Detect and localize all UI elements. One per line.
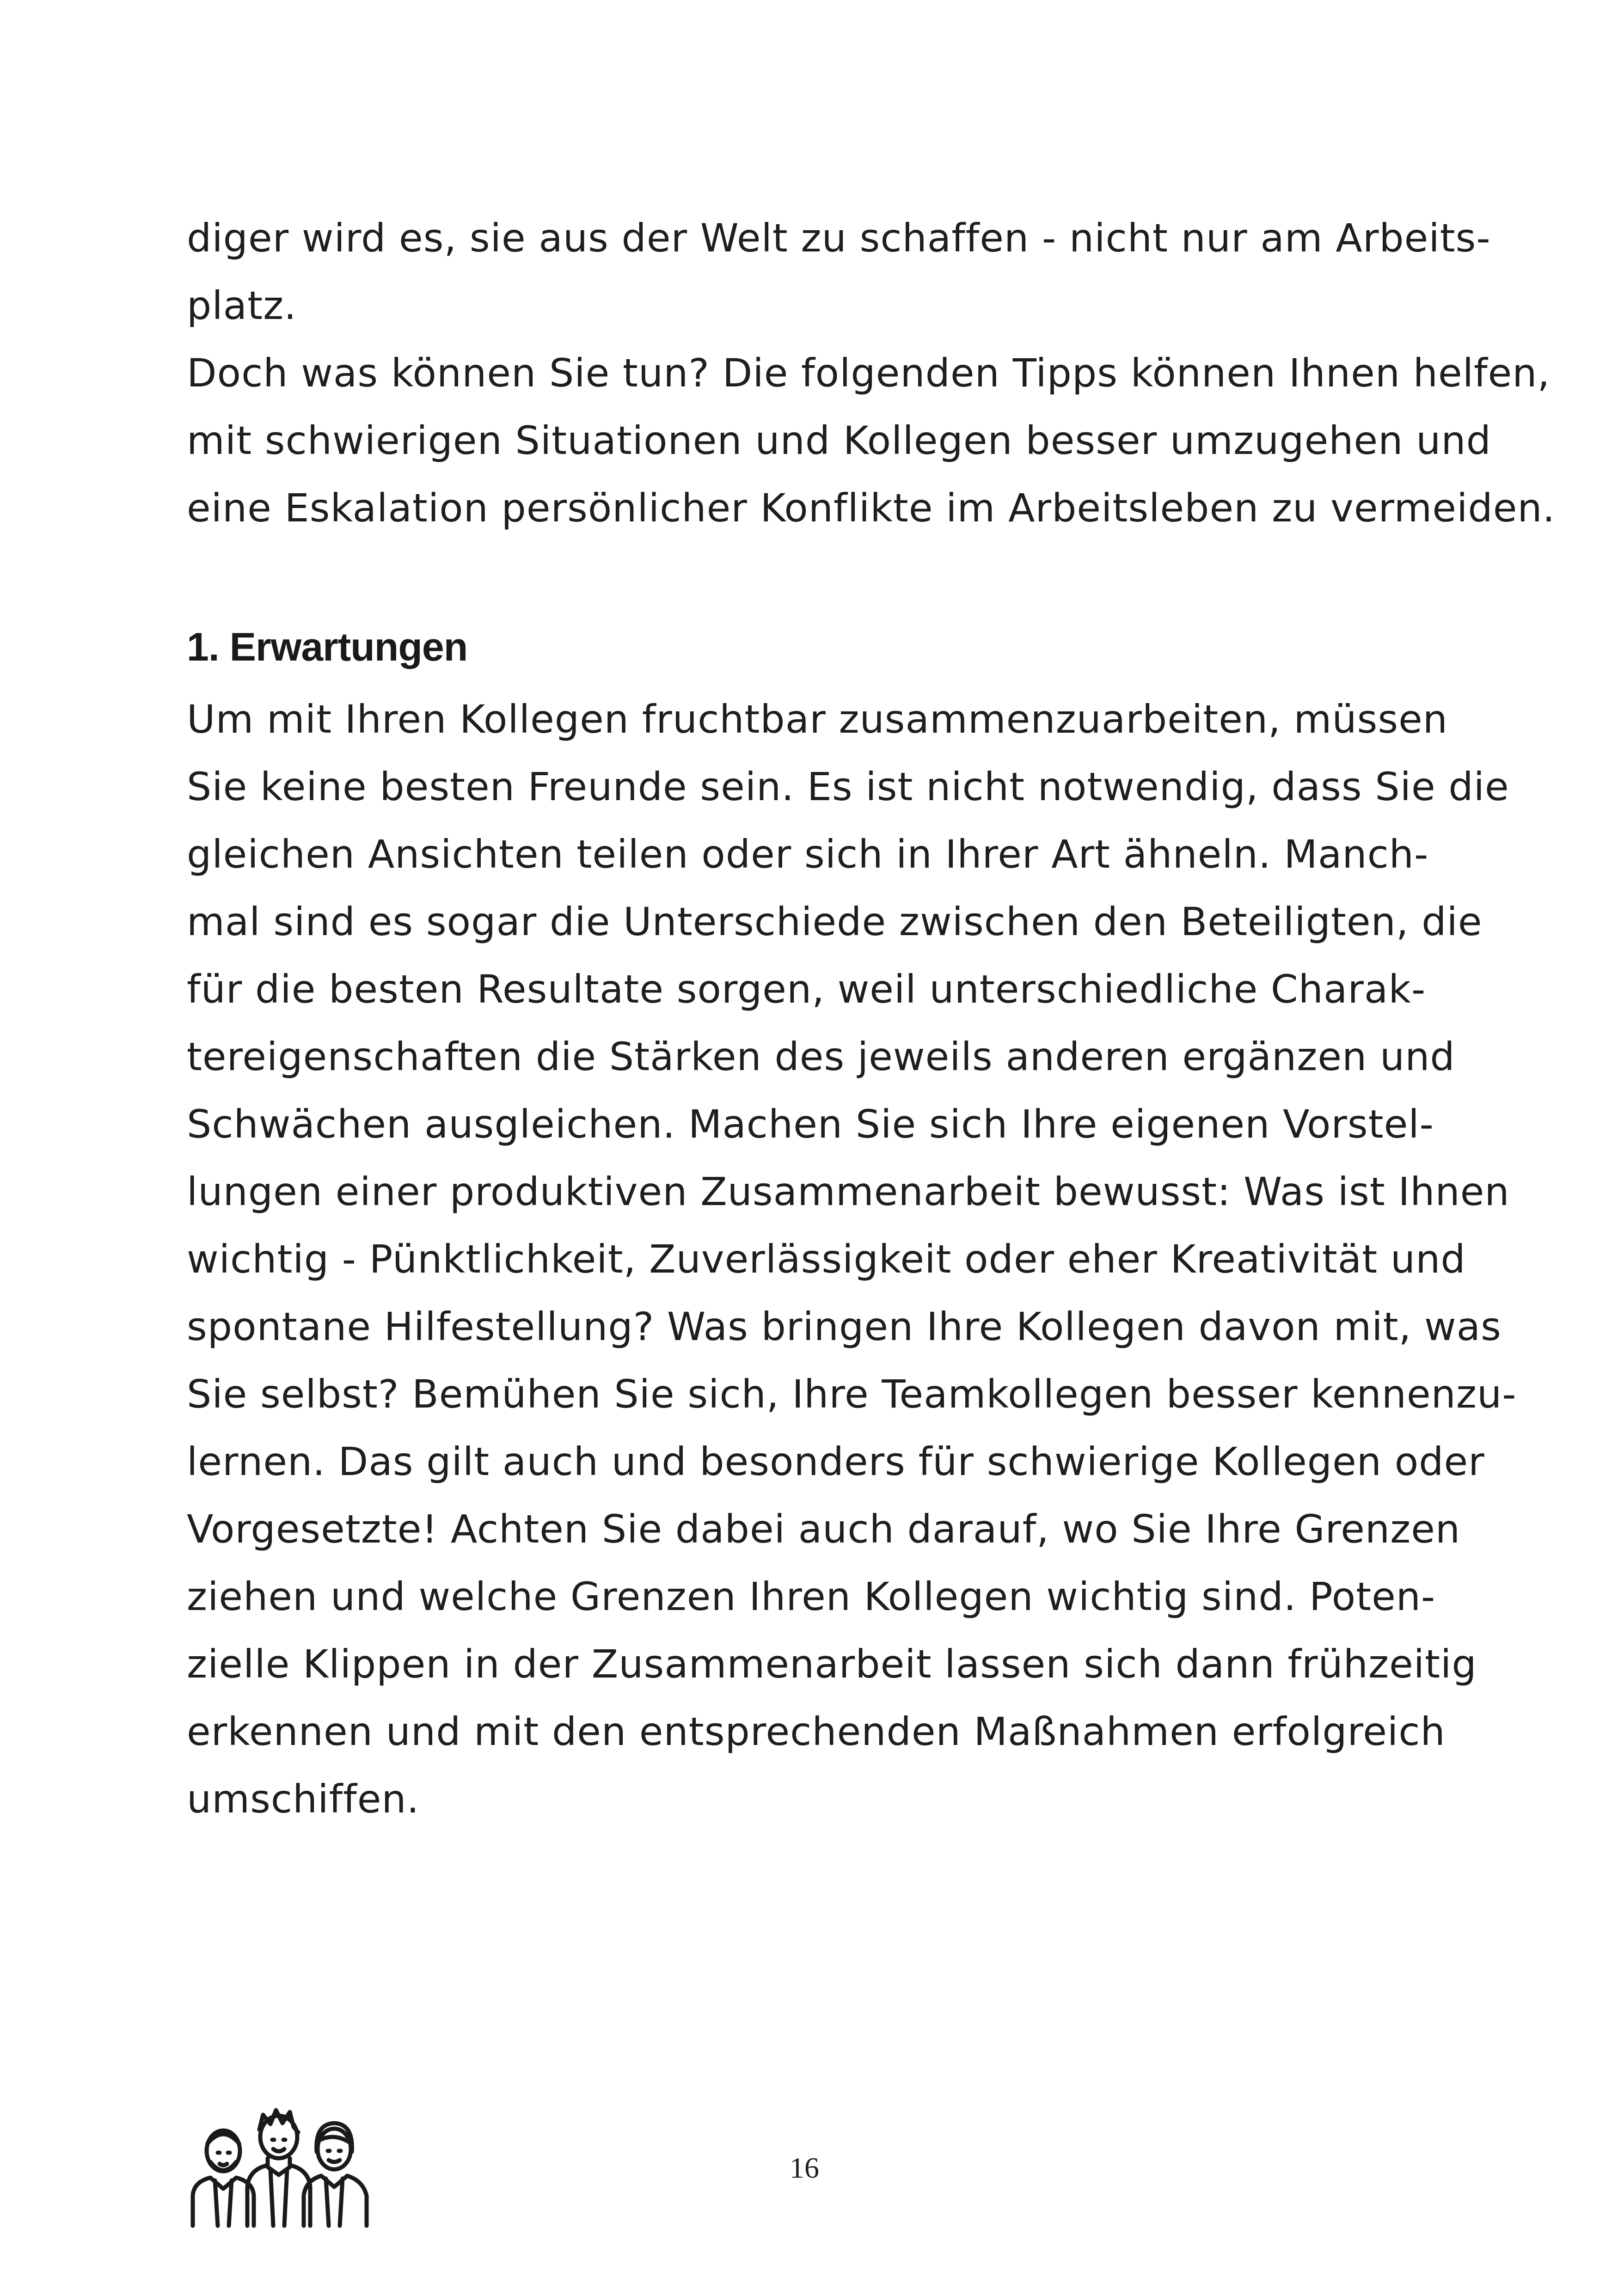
text-line: platz. bbox=[187, 283, 297, 328]
text-line: mit schwierigen Situationen und Kollegen besser umzugehen und bbox=[187, 418, 1491, 463]
section-paragraph bbox=[187, 686, 1517, 1833]
text-line: für die besten Resultate sorgen, weil unterschiedliche Charak- bbox=[187, 967, 1426, 1012]
text-line: umschiffen. bbox=[187, 1776, 420, 1822]
text-line: Vorgesetzte! Achten Sie dabei auch darauf, wo Sie Ihre Grenzen bbox=[187, 1506, 1461, 1552]
text-line: erkennen und mit den entsprechenden Maßnahmen erfolgreich bbox=[187, 1709, 1446, 1754]
person-left-icon bbox=[193, 2131, 254, 2226]
three-people-icon bbox=[187, 2101, 372, 2228]
person-right-icon bbox=[304, 2123, 367, 2226]
section-heading: 1. Erwartungen bbox=[187, 625, 468, 669]
text-line: spontane Hilfestellung? Was bringen Ihre Kollegen davon mit, was bbox=[187, 1304, 1502, 1349]
text-line: Sie keine besten Freunde sein. Es ist nicht notwendig, dass Sie die bbox=[187, 764, 1509, 809]
text-line: lungen einer produktiven Zusammenarbeit bewusst: Was ist Ihnen bbox=[187, 1169, 1510, 1214]
text-line: zielle Klippen in der Zusammenarbeit lassen sich dann frühzeitig bbox=[187, 1641, 1477, 1687]
text-line: gleichen Ansichten teilen oder sich in Ihrer Art ähneln. Manch- bbox=[187, 832, 1429, 877]
text-line: diger wird es, sie aus der Welt zu schaffen - nicht nur am Arbeits- bbox=[187, 215, 1491, 261]
text-line: Schwächen ausgleichen. Machen Sie sich Ihre eigenen Vorstel- bbox=[187, 1102, 1434, 1147]
text-line: Sie selbst? Bemühen Sie sich, Ihre Teamkollegen besser kennenzu- bbox=[187, 1371, 1517, 1417]
intro-paragraph bbox=[187, 204, 1556, 542]
text-line: Doch was können Sie tun? Die folgenden Tipps können Ihnen helfen, bbox=[187, 350, 1551, 396]
text-line: Um mit Ihren Kollegen fruchtbar zusammenzuarbeiten, müssen bbox=[187, 697, 1448, 742]
person-middle-icon bbox=[247, 2110, 310, 2226]
text-line: mal sind es sogar die Unterschiede zwischen den Beteiligten, die bbox=[187, 899, 1483, 944]
text-line: lernen. Das gilt auch und besonders für schwierige Kollegen oder bbox=[187, 1439, 1485, 1484]
text-line: ziehen und welche Grenzen Ihren Kollegen wichtig sind. Poten- bbox=[187, 1574, 1436, 1619]
page-number: 16 bbox=[790, 2151, 819, 2184]
text-line: wichtig - Pünktlichkeit, Zuverlässigkeit oder eher Kreativität und bbox=[187, 1237, 1466, 1282]
text-line: tereigenschaften die Stärken des jeweils anderen ergänzen und bbox=[187, 1034, 1455, 1079]
text-line: eine Eskalation persönlicher Konflikte im Arbeitsleben zu vermeiden. bbox=[187, 485, 1556, 531]
